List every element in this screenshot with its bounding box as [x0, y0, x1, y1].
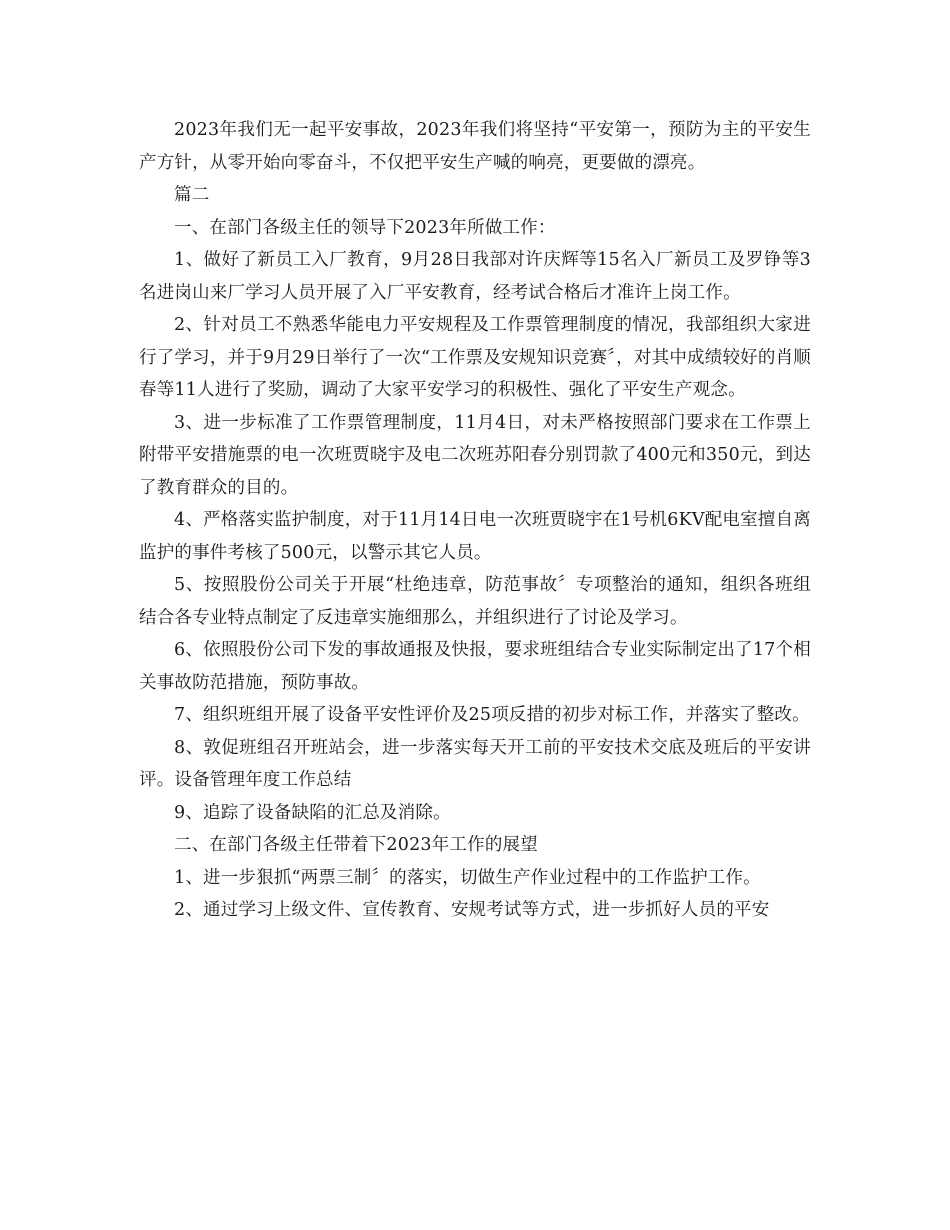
list-item: 7、组织班组开展了设备平安性评价及25项反措的初步对标工作，并落实了整改。 [174, 705, 810, 725]
list-item: 1、进一步狠抓“两票三制〞的落实，切做生产作业过程中的工作监护工作。 [174, 867, 761, 888]
section-heading-work-done: 一、在部门各级主任的领导下2023年所做工作： [174, 217, 556, 238]
list-item: 2、针对员工不熟悉华能电力平安规程及工作票管理制度的情况，我部组织大家进行了学习，并于9月29日举行了一次“工作票及安规知识竞赛〞，对其中成绩较好的肖顺春等11人进行了奖励，调动了大家平安学习的积极性、强化了平安生产观念。 [139, 315, 811, 400]
list-item: 5、按照股份公司关于开展“杜绝违章，防范事故〞专项整治的通知，组织各班组结合各专业特点制定了反违章实施细那么，并组织进行了讨论及学习。 [139, 575, 811, 628]
paragraph-intro: 2023年我们无一起平安事故，2023年我们将坚持“平安第一，预防为主的平安生产方针，从零开始向零奋斗，不仅把平安生产喊的响亮，更要做的漂亮。 [139, 120, 811, 173]
list-item: 9、追踪了设备缺陷的汇总及消除。 [174, 802, 451, 823]
list-item: 8、敦促班组召开班站会，进一步落实每天开工前的平安技术交底及班后的平安讲评。设备管理年度工作总结 [139, 737, 811, 790]
section-heading-pian-er: 篇二 [174, 185, 210, 205]
list-item: 6、依照股份公司下发的事故通报及快报，要求班组结合专业实际制定出了17个相关事故防范措施，预防事故。 [139, 640, 811, 693]
document-body [139, 114, 811, 927]
list-item: 2、通过学习上级文件、宣传教育、安规考试等方式，进一步抓好人员的平安 [174, 900, 770, 920]
section-heading-outlook: 二、在部门各级主任带着下2023年工作的展望 [174, 835, 538, 855]
list-item: 4、严格落实监护制度，对于11月14日电一次班贾晓宇在1号机6KV配电室擅自离监护的事件考核了500元，以警示其它人员。 [139, 510, 811, 563]
list-item: 1、做好了新员工入厂教育，9月28日我部对许庆辉等15名入厂新员工及罗铮等3名进岗山来厂学习人员开展了入厂平安教育，经考试合格后才准许上岗工作。 [139, 250, 811, 303]
list-item: 3、进一步标准了工作票管理制度，11月4日，对未严格按照部门要求在工作票上附带平安措施票的电一次班贾晓宇及电二次班苏阳春分别罚款了400元和350元，到达了教育群众的目的。 [139, 412, 811, 498]
